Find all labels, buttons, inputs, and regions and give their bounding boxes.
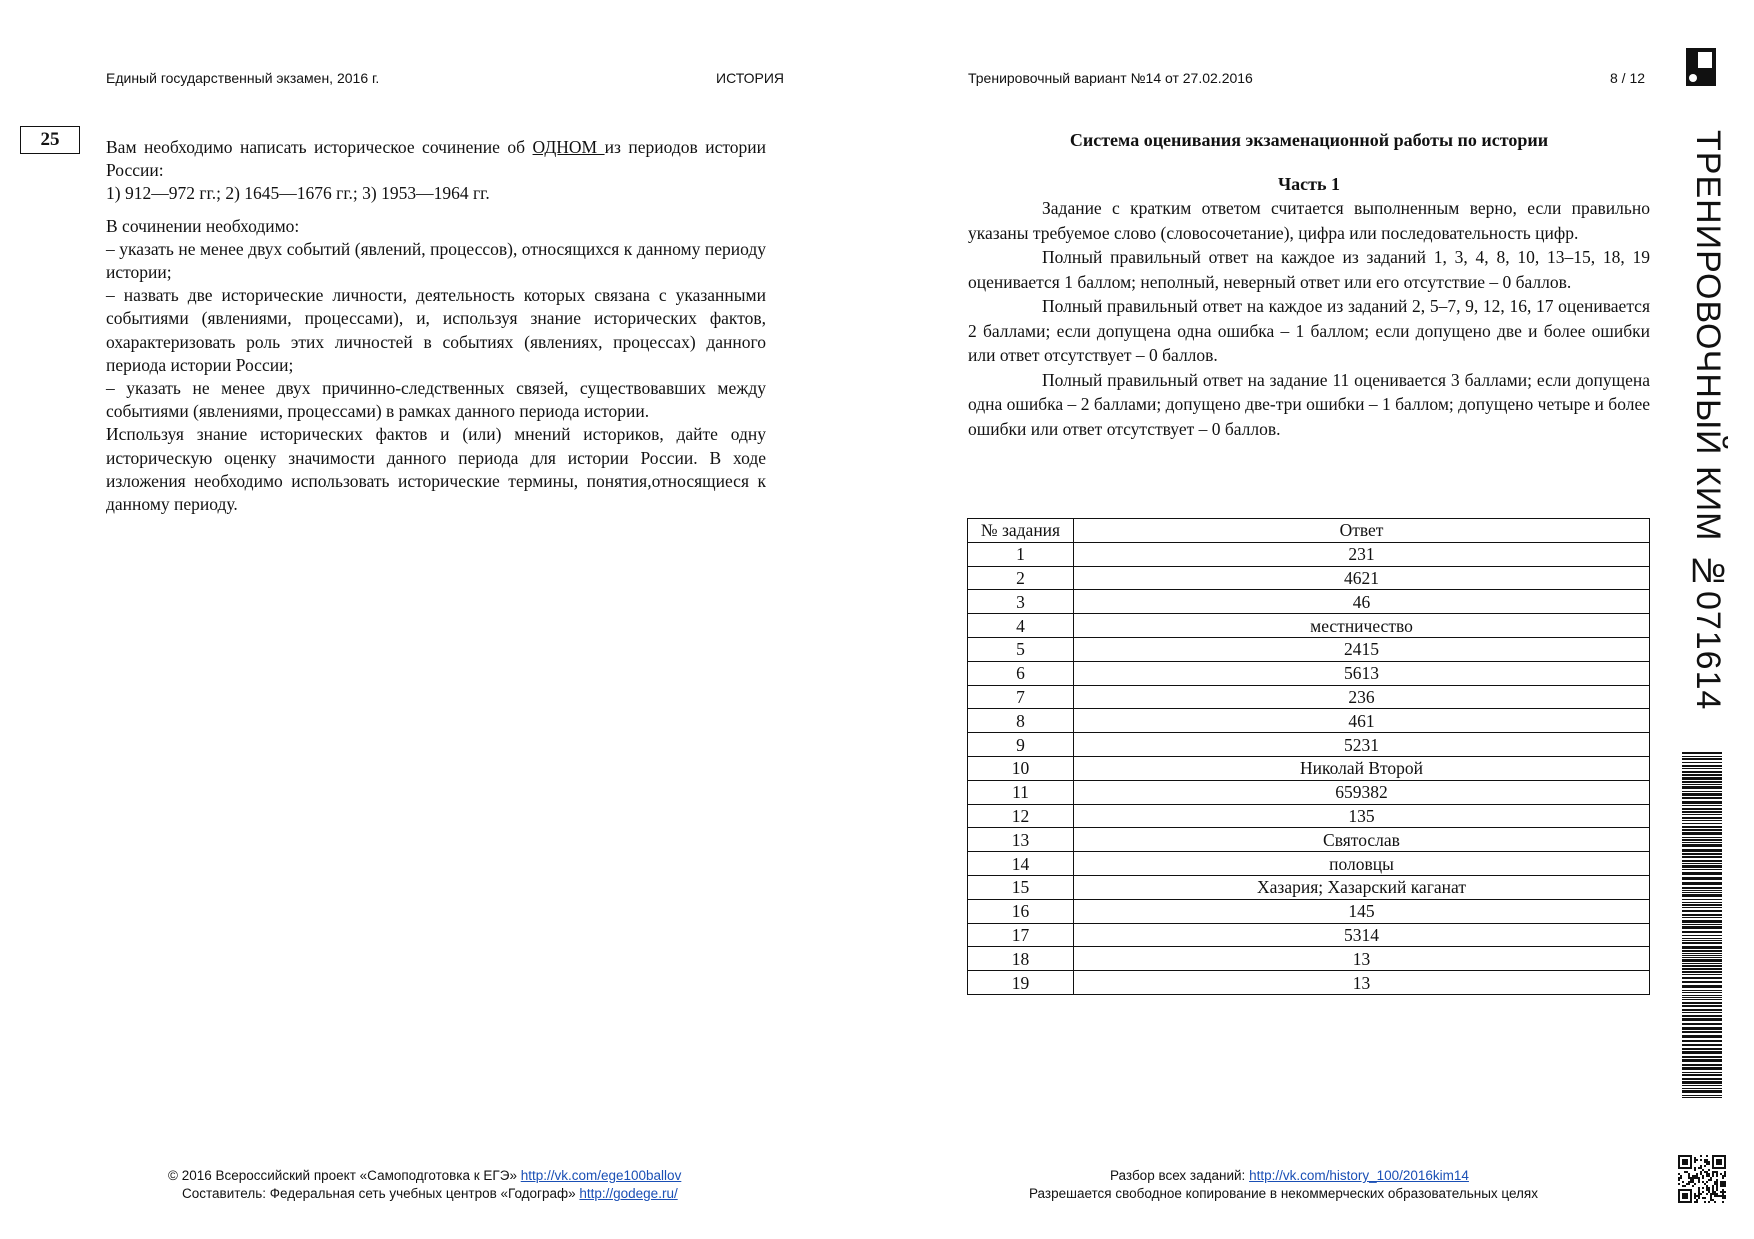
task-number-cell: 7 bbox=[968, 685, 1074, 709]
task-periods: 1) 912—972 гг.; 2) 1645—1676 гг.; 3) 1953—1964 гг. bbox=[106, 183, 490, 204]
answer-cell: 5314 bbox=[1074, 923, 1650, 947]
table-row bbox=[968, 780, 1650, 804]
answer-cell: 2415 bbox=[1074, 637, 1650, 661]
footer-link-history[interactable]: http://vk.com/history_100/2016kim14 bbox=[1249, 1168, 1469, 1183]
answer-cell: 5231 bbox=[1074, 733, 1650, 757]
answer-cell: 13 bbox=[1074, 971, 1650, 995]
task-number-cell: 4 bbox=[968, 614, 1074, 638]
header-exam: Единый государственный экзамен, 2016 г. bbox=[106, 70, 380, 86]
requirements-heading: В сочинении необходимо: bbox=[106, 215, 300, 236]
footer-link-vk-ege[interactable]: http://vk.com/ege100ballov bbox=[520, 1168, 682, 1183]
task-intro: Вам необходимо написать историческое сочинение об ОДНОМ из периодов истории России: bbox=[106, 137, 767, 181]
grading-part: Часть 1 bbox=[1277, 174, 1341, 194]
grading-paragraph: Задание с кратким ответом считается выполненным верно, если правильно указаны требуемое слово (словосочетание), цифра или последовательность цифр. bbox=[968, 198, 1650, 243]
task-text bbox=[106, 136, 766, 516]
header-answer: Ответ bbox=[1074, 519, 1650, 543]
table-row bbox=[968, 852, 1650, 876]
answer-cell: 659382 bbox=[1074, 780, 1650, 804]
header-subject: ИСТОРИЯ bbox=[716, 70, 785, 86]
task-number-cell: 13 bbox=[968, 828, 1074, 852]
table-row bbox=[968, 947, 1650, 971]
task-number-cell: 3 bbox=[968, 590, 1074, 614]
grading-paragraph: Полный правильный ответ на каждое из заданий 1, 3, 4, 8, 10, 13–15, 18, 19 оценивается 1 баллом; неполный, неверный ответ или его отсутствие – 0 баллов. bbox=[968, 247, 1650, 292]
table-row bbox=[968, 899, 1650, 923]
task-number-cell: 19 bbox=[968, 971, 1074, 995]
table-row bbox=[968, 971, 1650, 995]
answer-cell: 236 bbox=[1074, 685, 1650, 709]
answer-cell: Святослав bbox=[1074, 828, 1650, 852]
task-number-cell: 2 bbox=[968, 566, 1074, 590]
requirement-item: – указать не менее двух причинно-следственных связей, существовавших между событиями (явлениями, процессами) в рамках данного периода истории. bbox=[106, 378, 766, 422]
answer-cell: 145 bbox=[1074, 899, 1650, 923]
grading-title: Система оценивания экзаменационной работы по истории bbox=[1069, 130, 1549, 150]
footer-left-line1: © 2016 Всероссийский проект «Самоподготовка к ЕГЭ» http://vk.com/ege100ballov bbox=[168, 1168, 682, 1183]
footer-right-line1: Разбор всех заданий: http://vk.com/history_100/2016kim14 bbox=[1110, 1168, 1469, 1183]
task-closing: Используя знание исторических фактов и (или) мнений историков, дайте одну историческую оценку значимости данного периода для истории России. В ходе изложения необходимо использовать исторические термины, понятия,относящиеся к данному периоду. bbox=[106, 424, 766, 515]
grading-section bbox=[968, 128, 1650, 441]
task-number-box: 25 bbox=[20, 126, 80, 154]
table-row bbox=[968, 733, 1650, 757]
answers-table bbox=[967, 518, 1650, 995]
answer-cell: 5613 bbox=[1074, 661, 1650, 685]
answer-cell: 4621 bbox=[1074, 566, 1650, 590]
grading-paragraph: Полный правильный ответ на задание 11 оценивается 3 баллами; если допущена одна ошибка – 2 баллами; допущено две-три ошибки – 1 баллом; допущено четыре и более ошибки или ответ отсутствует – 0 баллов. bbox=[968, 369, 1650, 439]
table-row bbox=[968, 614, 1650, 638]
answer-cell: 461 bbox=[1074, 709, 1650, 733]
table-row bbox=[968, 709, 1650, 733]
task-number-cell: 5 bbox=[968, 637, 1074, 661]
table-row bbox=[968, 661, 1650, 685]
task-number-cell: 11 bbox=[968, 780, 1074, 804]
task-number-cell: 17 bbox=[968, 923, 1074, 947]
table-row bbox=[968, 685, 1650, 709]
answer-cell: 46 bbox=[1074, 590, 1650, 614]
table-row bbox=[968, 875, 1650, 899]
task-number-cell: 6 bbox=[968, 661, 1074, 685]
table-row bbox=[968, 923, 1650, 947]
grading-paragraph: Полный правильный ответ на каждое из заданий 2, 5–7, 9, 12, 16, 17 оценивается 2 баллами; если допущена одна ошибка – 1 баллом; если допущено две и более ошибки или ответ отсутствует – 0 баллов. bbox=[968, 296, 1650, 365]
footer-right-line2: Разрешается свободное копирование в некоммерческих образовательных целях bbox=[1029, 1186, 1538, 1201]
answer-cell: местничество bbox=[1074, 614, 1650, 638]
requirement-item: – назвать две исторические личности, деятельность которых связана с указанными событиями (явлениями, процессами), и, используя знание исторических фактов, охарактеризовать роль этих личностей в событиях (явлениях, процессах) данного периода истории России; bbox=[106, 285, 766, 375]
task-number-cell: 16 bbox=[968, 899, 1074, 923]
underlined-word: ОДНОМ bbox=[532, 137, 605, 157]
corner-marker-icon bbox=[1686, 48, 1722, 92]
answer-cell: Хазария; Хазарский каганат bbox=[1074, 875, 1650, 899]
answer-cell: половцы bbox=[1074, 852, 1650, 876]
task-number-cell: 12 bbox=[968, 804, 1074, 828]
task-number-cell: 14 bbox=[968, 852, 1074, 876]
table-row bbox=[968, 828, 1650, 852]
task-number-cell: 18 bbox=[968, 947, 1074, 971]
sidebar-kim-title: ТРЕНИРОВОЧНЫЙ КИМ №071614 bbox=[1689, 130, 1727, 711]
footer-left-line2: Составитель: Федеральная сеть учебных центров «Годограф» http://godege.ru/ bbox=[182, 1186, 678, 1201]
table-row bbox=[968, 637, 1650, 661]
header-task-number: № задания bbox=[968, 519, 1074, 543]
task-number-cell: 8 bbox=[968, 709, 1074, 733]
table-row bbox=[968, 542, 1650, 566]
table-row bbox=[968, 566, 1650, 590]
barcode-icon bbox=[1682, 752, 1722, 1100]
task-number-cell: 9 bbox=[968, 733, 1074, 757]
task-number-cell: 1 bbox=[968, 542, 1074, 566]
header-variant: Тренировочный вариант №14 от 27.02.2016 bbox=[968, 70, 1253, 86]
footer-link-godege[interactable]: http://godege.ru/ bbox=[579, 1186, 678, 1201]
answer-cell: 135 bbox=[1074, 804, 1650, 828]
table-header-row bbox=[968, 519, 1650, 543]
answer-cell: Николай Второй bbox=[1074, 756, 1650, 780]
table-row bbox=[968, 590, 1650, 614]
answer-cell: 231 bbox=[1074, 542, 1650, 566]
answer-cell: 13 bbox=[1074, 947, 1650, 971]
header-page-number: 8 / 12 bbox=[1610, 70, 1646, 86]
task-number-cell: 15 bbox=[968, 875, 1074, 899]
task-number-cell: 10 bbox=[968, 756, 1074, 780]
requirement-item: – указать не менее двух событий (явлений, процессов), относящихся к данному периоду истории; bbox=[106, 238, 766, 283]
table-row bbox=[968, 804, 1650, 828]
qr-code-icon bbox=[1678, 1155, 1726, 1203]
table-row bbox=[968, 756, 1650, 780]
